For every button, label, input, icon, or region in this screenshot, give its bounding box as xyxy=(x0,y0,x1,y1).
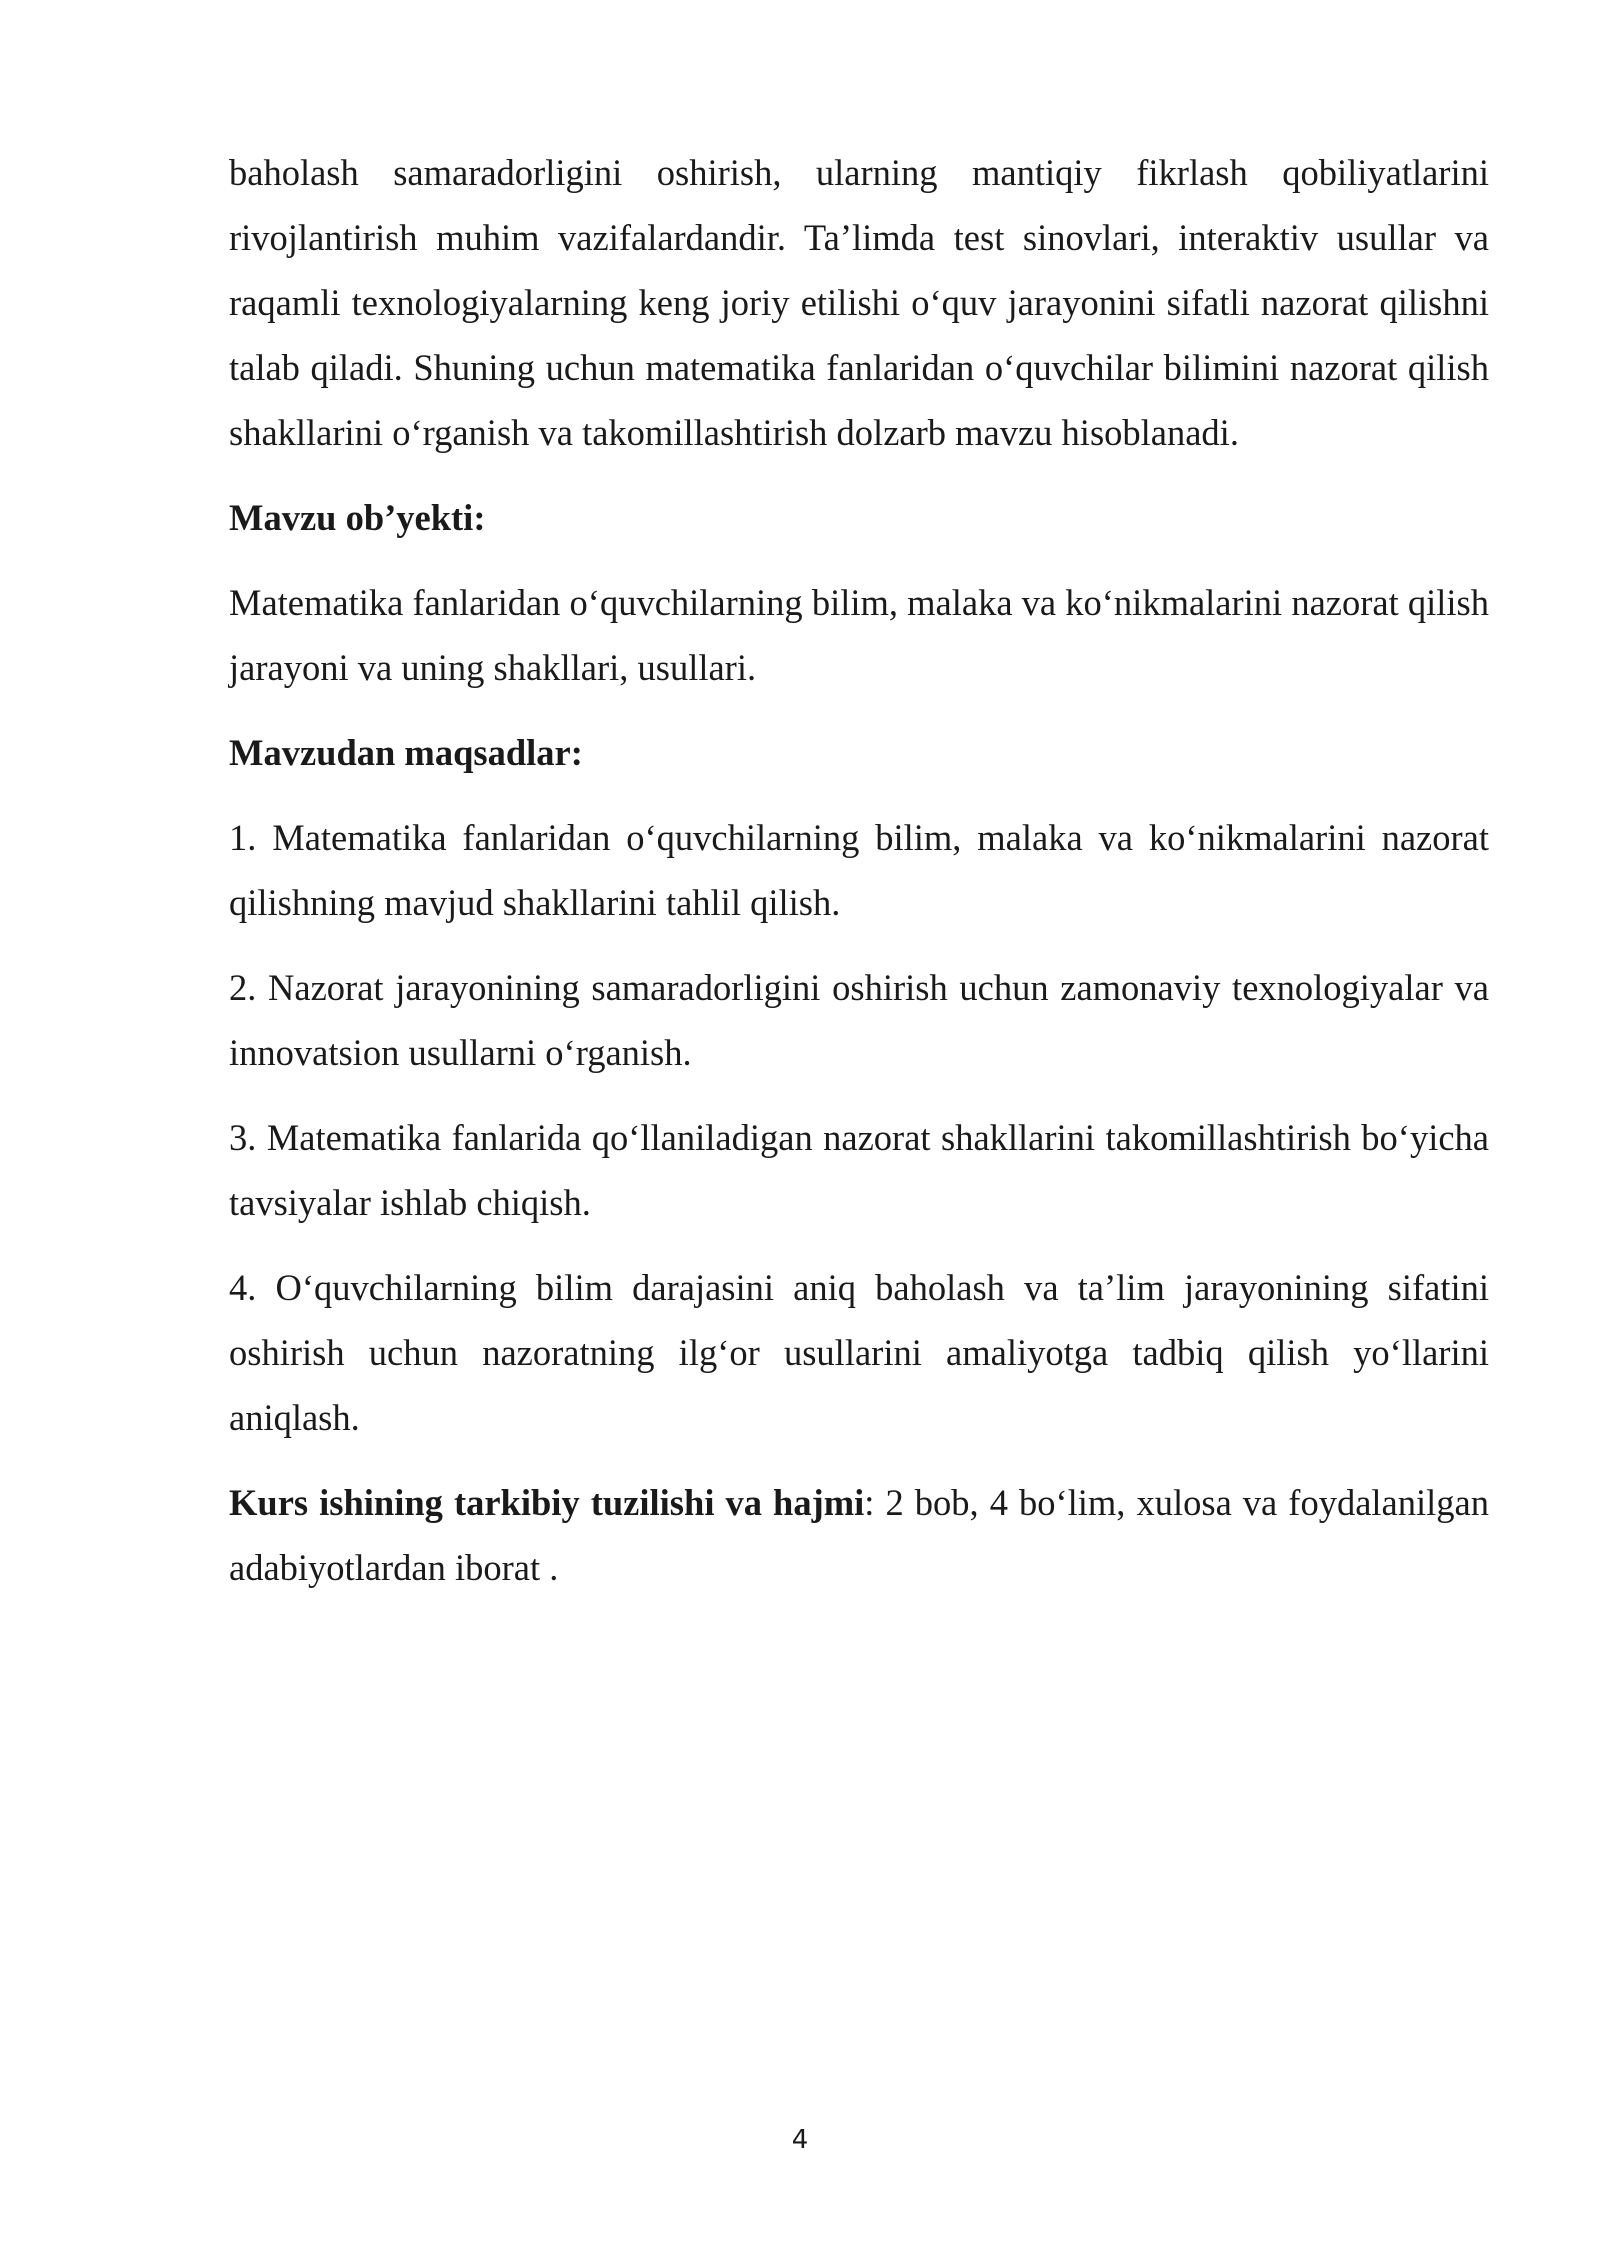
structure-label: Kurs ishining tarkibiy tuzilishi va hajmi xyxy=(229,1482,865,1523)
object-heading: Mavzu ob’yekti: xyxy=(229,497,486,538)
goal-item-4: 4. O‘quvchilarning bilim darajasini aniq baholash va ta’lim jarayonining sifatini oshirish uchun nazoratning ilg‘or usullarini amaliyotga tadbiq qilish yo‘llarini aniqlash. xyxy=(229,1267,1489,1438)
page-number: 4 xyxy=(791,2125,809,2155)
goal-item-2: 2. Nazorat jarayonining samaradorligini oshirish uchun zamonaviy texnologiyalar va innovatsion usullarni o‘rganish. xyxy=(229,967,1489,1073)
goal-item-3: 3. Matematika fanlarida qo‘llaniladigan nazorat shakllarini takomillashtirish bo‘yicha tavsiyalar ishlab chiqish. xyxy=(229,1117,1489,1223)
goal-item-1: 1. Matematika fanlaridan o‘quvchilarning bilim, malaka va ko‘nikmalarini nazorat qilishning mavjud shakllarini tahlil qilish. xyxy=(229,817,1489,923)
structure-paragraph xyxy=(229,1470,1489,1600)
structure-text: : 2 bob, 4 bo‘lim, xulosa va foydalanilgan adabiyotlardan iborat . xyxy=(229,1482,1489,1588)
object-text: Matematika fanlaridan o‘quvchilarning bilim, malaka va ko‘nikmalarini nazorat qilish jarayoni va uning shakllari, usullari. xyxy=(229,582,1489,688)
intro-paragraph: baholash samaradorligini oshirish, ularning mantiqiy fikrlash qobiliyatlarini rivojlantirish muhim vazifalardandir. Ta’limda test sinovlari, interaktiv usullar va raqamli texnologiyalarning keng joriy etilishi o‘quv jarayonini sifatli nazorat qilishni talab qiladi. Shuning uchun matematika fanlaridan o‘quvchilar bilimini nazorat qilish shakllarini o‘rganish va takomillashtirish dolzarb mavzu hisoblanadi. xyxy=(229,152,1489,453)
goals-heading: Mavzudan maqsadlar: xyxy=(229,732,583,773)
document-page xyxy=(229,140,1489,1620)
